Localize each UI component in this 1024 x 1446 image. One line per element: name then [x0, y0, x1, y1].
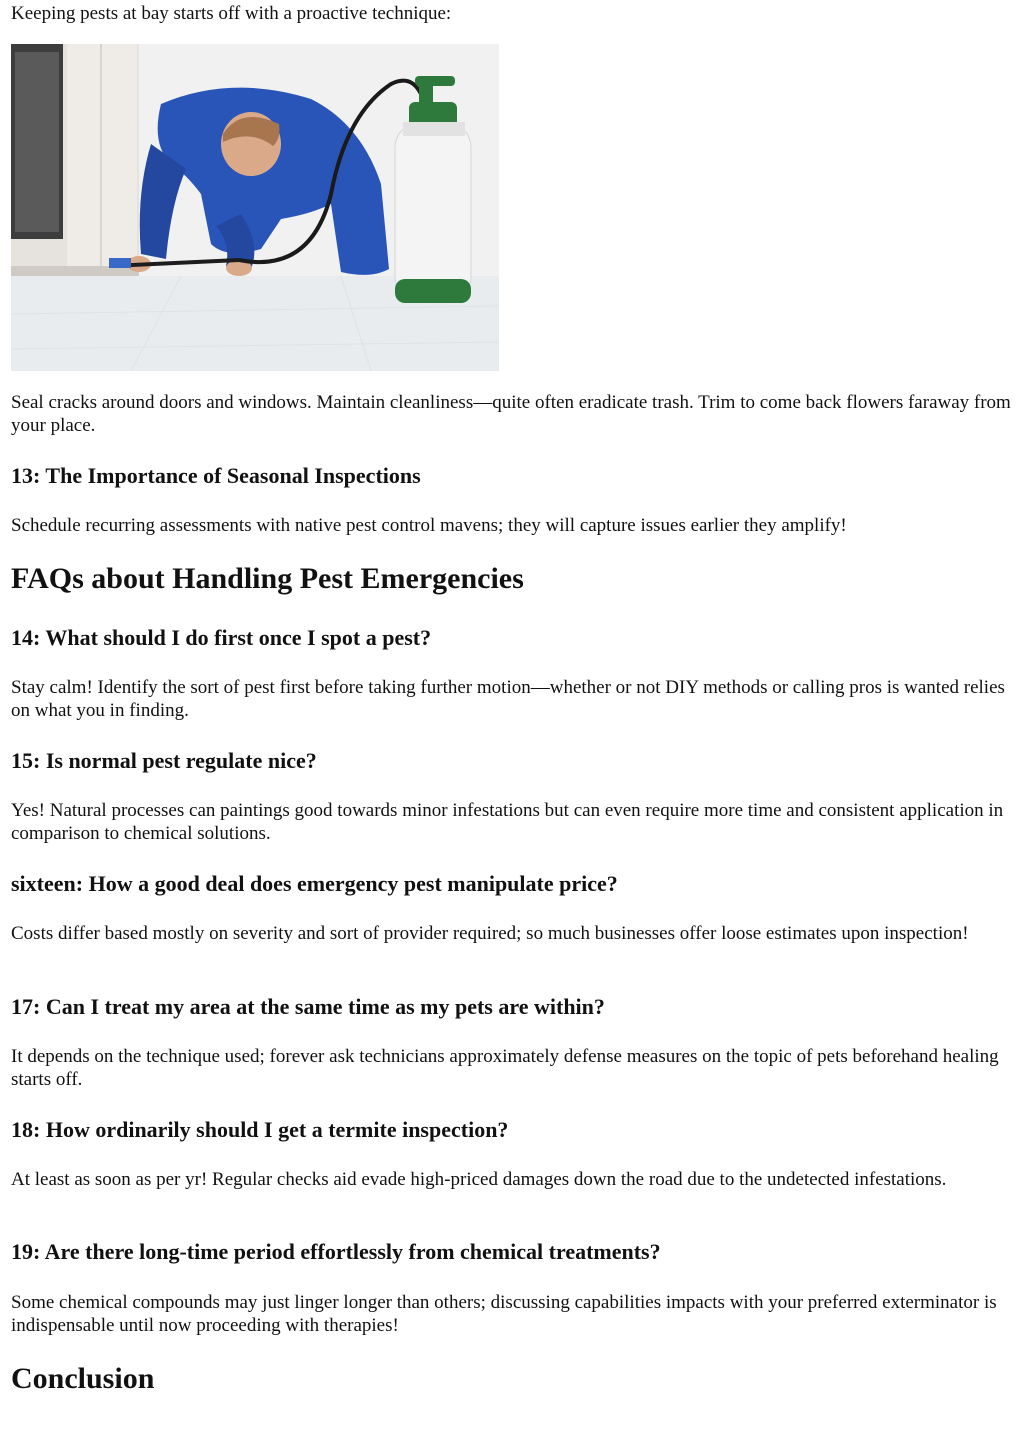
faq-question: sixteen: How a good deal does emergency pest manipulate price? — [11, 871, 618, 896]
faq-question: 17: Can I treat my area at the same time as my pets are within? — [11, 994, 605, 1019]
faq-question: 19: Are there long-time period effortlessly from chemical treatments? — [11, 1239, 661, 1264]
faq-answer: It depends on the technique used; forever ask technicians approximately defense measures on the topic of pets beforehand healing starts off. — [11, 1046, 999, 1090]
faq-answer: Stay calm! Identify the sort of pest first before taking further motion—whether or not DIY methods or calling pros is wanted relies on what you in finding. — [11, 677, 1005, 721]
section-text-seasonal-inspections: Schedule recurring assessments with native pest control mavens; they will capture issues earlier they amplify! — [11, 515, 847, 536]
faq-question: 14: What should I do first once I spot a pest? — [11, 625, 432, 650]
faq-answer: At least as soon as per yr! Regular checks aid evade high-priced damages down the road due to the undetected infestations. — [11, 1169, 947, 1190]
section-heading-seasonal-inspections: 13: The Importance of Seasonal Inspections — [11, 463, 421, 488]
pest-control-technician-photo — [11, 44, 499, 371]
faq-question: 18: How ordinarily should I get a termite inspection? — [11, 1117, 509, 1142]
faq-answer: Some chemical compounds may just linger longer than others; discussing capabilities impacts with your preferred exterminator is indispensable until now proceeding with therapies! — [11, 1292, 997, 1336]
intro-paragraph: Keeping pests at bay starts off with a proactive technique: — [11, 3, 452, 24]
prevention-paragraph: Seal cracks around doors and windows. Maintain cleanliness—quite often eradicate trash. Trim to come back flowers faraway from your place. — [11, 392, 1011, 436]
faq-title: FAQs about Handling Pest Emergencies — [11, 562, 524, 595]
faq-answer: Yes! Natural processes can paintings good towards minor infestations but can even require more time and consistent application in comparison to chemical solutions. — [11, 800, 1004, 844]
faq-question: 15: Is normal pest regulate nice? — [11, 748, 317, 773]
faq-answer: Costs differ based mostly on severity and sort of provider required; so much businesses offer loose estimates upon inspection! — [11, 923, 969, 944]
conclusion-title: Conclusion — [11, 1362, 155, 1395]
